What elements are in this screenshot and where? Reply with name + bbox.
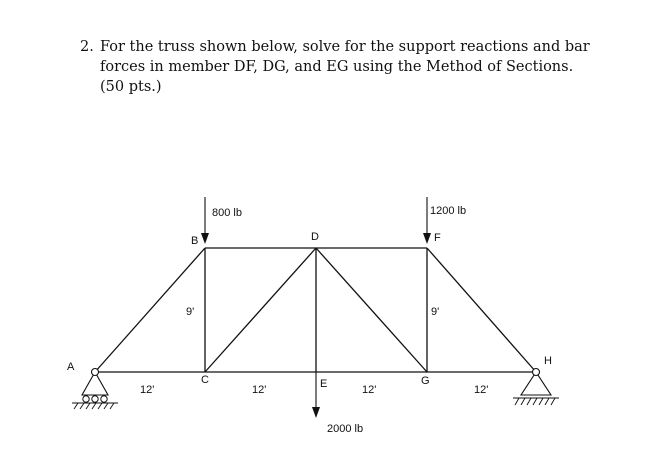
node-label-h: H	[544, 355, 552, 367]
dim-label-eg: 12'	[362, 384, 377, 396]
dim-label-fg: 9'	[431, 306, 440, 318]
node-label-e: E	[320, 378, 328, 390]
node-label-a: A	[67, 361, 75, 373]
member-cd	[205, 248, 316, 372]
load-label-b: 800 lb	[212, 207, 242, 219]
load-arrow-b	[201, 197, 209, 244]
load-label-f: 1200 lb	[430, 205, 467, 217]
truss-members	[95, 248, 536, 372]
dim-label-bc: 9'	[186, 306, 195, 318]
dim-label-ac: 12'	[140, 384, 155, 396]
member-dg	[316, 248, 427, 372]
node-label-c: C	[201, 374, 209, 386]
support-a	[72, 369, 118, 410]
problem-text: For the truss shown below, solve for the support reactions and bar forces in member DF, DG, and EG using the Method of Sections. (50 pts.)	[100, 39, 590, 95]
support-h	[513, 369, 559, 406]
node-label-d: D	[311, 231, 319, 243]
load-label-e: 2000 lb	[327, 423, 364, 435]
dim-label-ce: 12'	[252, 384, 267, 396]
node-label-b: B	[191, 235, 199, 247]
node-label-g: G	[421, 375, 430, 387]
node-label-f: F	[434, 232, 441, 244]
load-arrow-e	[312, 372, 320, 418]
problem-number: 2.	[80, 39, 94, 55]
member-fh	[427, 248, 536, 372]
dim-label-gh: 12'	[474, 384, 489, 396]
